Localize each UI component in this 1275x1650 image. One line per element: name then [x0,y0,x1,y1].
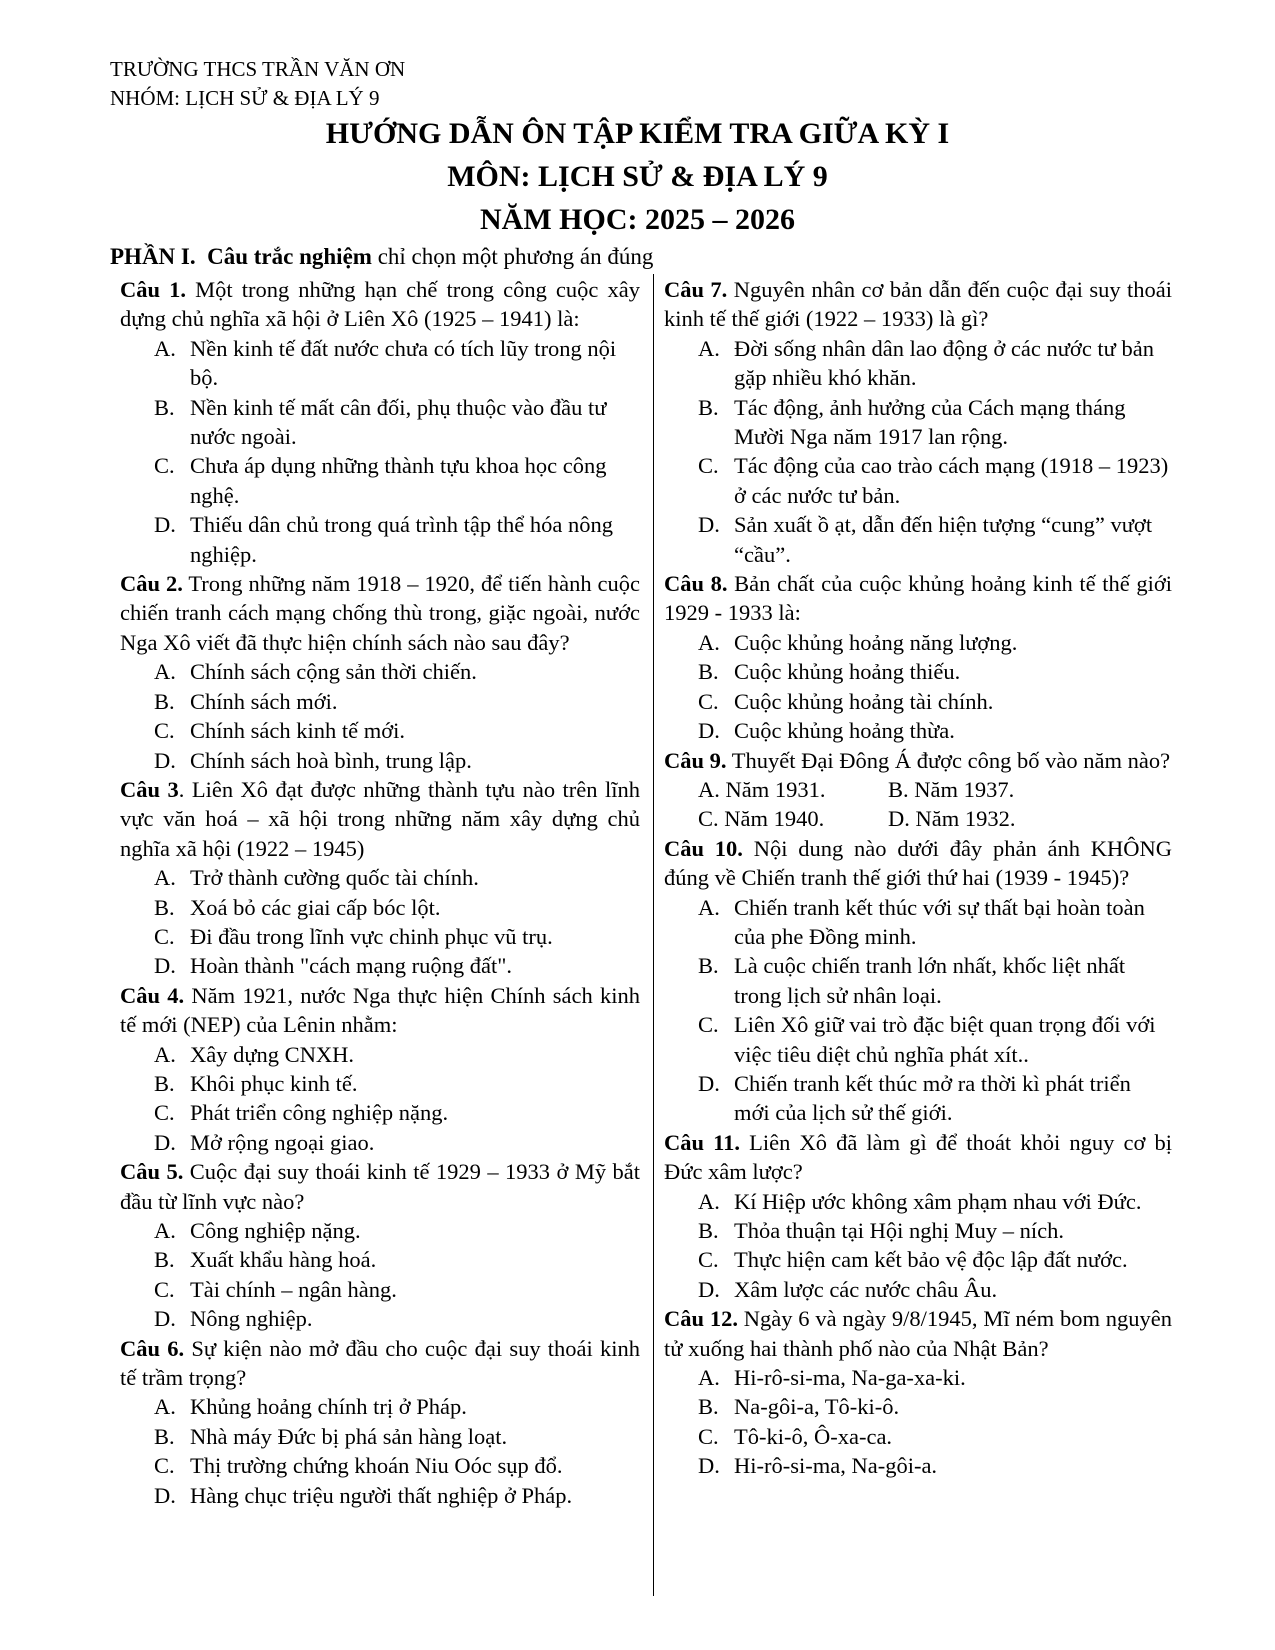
option-text: Cuộc khủng hoảng thừa. [734,718,955,744]
question-2 [120,569,640,775]
subject-group: NHÓM: LỊCH SỬ & ĐỊA LÝ 9 [110,86,380,110]
option-grid [664,775,1172,834]
option-b [664,393,1172,452]
option-letter: D. [698,1453,720,1479]
question-number: Câu 12. [664,1306,738,1332]
option-text: Cuộc khủng hoảng thiếu. [734,659,961,685]
option-letter: A. [154,1218,176,1243]
question-stem: Sự kiện nào mở đầu cho cuộc đại suy thoái kinh tế trầm trọng? [120,1335,640,1391]
option-d [120,951,640,980]
option-text: Đời sống nhân dân lao động ở các nước tư bản gặp nhiều khó khăn. [734,335,1154,391]
question-text [120,1334,640,1393]
option-letter: D. [698,512,720,538]
question-stem: Một trong những hạn chế trong công cuộc xây dựng chủ nghĩa xã hội ở Liên Xô (1925 – 1941) là: [120,277,640,332]
option-a [698,775,888,804]
option-c [120,1451,640,1480]
option-b [664,1392,1172,1421]
option-text: Tô-ki-ô, Ô-xa-ca. [734,1423,893,1449]
option-b [120,1422,640,1451]
question-number: Câu 4. [120,982,185,1008]
option-letter: C. [154,1100,175,1126]
option-letter: D. [888,806,910,832]
option-text: Chiến tranh kết thúc mở ra thời kì phát triển mới của lịch sử thế giới. [734,1070,1131,1126]
question-stem: . Liên Xô đạt được những thành tựu nào trên lĩnh vực văn hoá – xã hội trong những năm xây dựng chủ nghĩa xã hội (1922 – 1945) [120,776,641,861]
question-text [664,569,1172,628]
left-column [120,275,640,1510]
question-4 [120,981,640,1157]
option-letter: C. [154,1276,175,1302]
option-letter: D. [154,1129,176,1155]
option-text: Khủng hoảng chính trị ở Pháp. [190,1394,467,1420]
option-b [664,951,1172,1010]
option-letter: C. [154,718,175,744]
option-letter: D. [154,1482,176,1508]
question-text [120,1157,640,1216]
option-letter: C. [698,1012,719,1038]
option-b [664,657,1172,686]
question-number: Câu 8. [664,571,728,597]
option-text: Năm 1932. [915,806,1016,832]
option-letter: A. [698,776,720,802]
option-letter: B. [698,1218,719,1243]
question-8 [664,569,1172,745]
question-3 [120,775,640,981]
option-d [888,804,1172,833]
school-year-title: NĂM HỌC: 2025 – 2026 [480,203,795,236]
option-letter: B. [698,659,719,685]
option-text: Phát triển công nghiệp nặng. [190,1100,449,1126]
option-letter: B. [154,1423,175,1449]
option-text: Hoàn thành "cách mạng ruộng đất". [190,953,513,979]
option-b [120,393,640,452]
part-label: PHẦN I. [110,244,196,269]
option-a [120,1216,640,1245]
option-a [120,334,640,393]
option-a [120,863,640,892]
option-letter: B. [154,1070,175,1096]
option-letter: D. [698,1276,720,1302]
option-text: Thực hiện cam kết bảo vệ độc lập đất nước. [734,1247,1128,1273]
option-text: Nhà máy Đức bị phá sản hàng loạt. [190,1423,508,1449]
option-c [120,1275,640,1304]
option-c [698,804,888,833]
question-stem: Ngày 6 và ngày 9/8/1945, Mĩ ném bom nguyên tử xuống hai thành phố nào của Nhật Bản? [664,1306,1173,1361]
option-a [664,628,1172,657]
option-d [664,1275,1172,1304]
option-letter: A. [698,335,720,361]
option-text: Xoá bỏ các giai cấp bóc lột. [190,894,441,920]
option-c [664,1010,1172,1069]
question-number: Câu 5. [120,1159,184,1185]
option-letter: B. [154,688,175,714]
option-text: Xây dựng CNXH. [190,1041,355,1067]
question-number: Câu 2. [120,571,183,597]
option-text: Tác động, ảnh hưởng của Cách mạng tháng Mười Nga năm 1917 lan rộng. [734,394,1126,450]
option-c [664,687,1172,716]
option-b [120,893,640,922]
option-text: Chính sách hoà bình, trung lập. [190,747,472,773]
question-stem: Liên Xô đã làm gì để thoát khỏi nguy cơ bị Đức xâm lược? [664,1129,1172,1185]
question-stem: Nội dung nào dưới đây phản ánh KHÔNG đúng về Chiến tranh thế giới thứ hai (1939 - 1945)? [664,835,1172,891]
option-text: Chính sách cộng sản thời chiến. [190,659,477,685]
option-letter: C. [154,923,175,949]
option-text: Tác động của cao trào cách mạng (1918 – 1923) ở các nước tư bản. [734,453,1169,508]
option-letter: B. [888,776,909,802]
question-number: Câu 7. [664,277,728,302]
option-text: Trở thành cường quốc tài chính. [190,865,479,891]
question-number: Câu 10. [664,835,743,861]
option-b [120,1245,640,1274]
option-b [888,775,1172,804]
question-9 [664,746,1172,834]
option-b [120,1069,640,1098]
option-letter: D. [154,953,176,979]
part-heading [110,242,653,272]
option-letter: B. [698,953,719,979]
option-text: Hi-rô-si-ma, Na-ga-xa-ki. [734,1365,966,1391]
question-text [664,1304,1172,1363]
option-text: Hàng chục triệu người thất nghiệp ở Pháp. [190,1482,573,1508]
option-d [664,1069,1172,1128]
question-stem: Trong những năm 1918 – 1920, để tiến hành cuộc chiến tranh cách mạng chống thù trong, giặc ngoài, nước Nga Xô viết đã thực hiện chính sách nào sau đây? [120,571,640,655]
option-text: Năm 1940. [724,806,825,832]
option-text: Chưa áp dụng những thành tựu khoa học công nghệ. [190,453,607,508]
option-d [120,1128,640,1157]
option-text: Thỏa thuận tại Hội nghị Muy – ních. [734,1218,1064,1243]
option-text: Xâm lược các nước châu Âu. [734,1276,998,1302]
option-letter: B. [154,394,175,420]
option-text: Chính sách mới. [190,688,338,714]
question-6 [120,1334,640,1510]
option-text: Năm 1937. [914,776,1015,802]
question-stem: Cuộc đại suy thoái kinh tế 1929 – 1933 ở Mỹ bắt đầu từ lĩnh vực nào? [120,1159,641,1214]
question-11 [664,1128,1172,1304]
option-letter: C. [154,453,175,479]
option-text: Là cuộc chiến tranh lớn nhất, khốc liệt nhất trong lịch sử nhân loại. [734,953,1126,1008]
question-text [664,746,1172,775]
option-letter: B. [698,1394,719,1420]
question-stem: Thuyết Đại Đông Á được công bố vào năm nào? [726,747,1171,773]
option-a [120,657,640,686]
question-7 [664,275,1172,569]
option-letter: A. [698,629,720,655]
option-letter: C. [154,1453,175,1479]
option-text: Hi-rô-si-ma, Na-gôi-a. [734,1453,938,1479]
question-number: Câu 9. [664,747,727,773]
column-divider [653,274,654,1596]
option-text: Mở rộng ngoại giao. [190,1129,375,1155]
option-c [120,716,640,745]
part-bold-text: Câu trắc nghiệm [207,244,372,269]
question-number: Câu 1. [120,277,186,302]
school-name: TRƯỜNG THCS TRẦN VĂN ƠN [110,57,406,81]
option-c [120,451,640,510]
option-letter: D. [154,512,176,538]
option-text: Liên Xô giữ vai trò đặc biệt quan trọng đối với việc tiêu diệt chủ nghĩa phát xít.. [734,1012,1156,1067]
option-text: Chiến tranh kết thúc với sự thất bại hoàn toàn của phe Đồng minh. [734,894,1145,949]
option-text: Thị trường chứng khoán Niu Oóc sụp đổ. [190,1453,563,1479]
option-a [120,1392,640,1421]
option-text: Đi đầu trong lĩnh vực chinh phục vũ trụ. [190,923,553,949]
option-a [664,893,1172,952]
option-letter: A. [698,1188,720,1214]
option-c [664,451,1172,510]
option-a [664,1363,1172,1392]
question-stem: Nguyên nhân cơ bản dẫn đến cuộc đại suy thoái kinh tế thế giới (1922 – 1933) là gì? [664,277,1172,332]
option-text: Công nghiệp nặng. [190,1218,361,1243]
option-letter: B. [154,1247,175,1273]
option-letter: C. [698,1423,719,1449]
part-rest-text: chỉ chọn một phương án đúng [371,244,654,269]
option-d [120,746,640,775]
question-10 [664,834,1172,1128]
option-letter: B. [698,394,719,420]
option-d [664,1451,1172,1480]
option-letter: A. [154,1394,176,1420]
option-letter: C. [698,688,719,714]
question-text [120,775,640,863]
option-text: Thiếu dân chủ trong quá trình tập thể hóa nông nghiệp. [190,512,614,567]
option-text: Tài chính – ngân hàng. [190,1276,397,1302]
option-text: Năm 1931. [725,776,826,802]
option-text: Sản xuất ồ ạt, dẫn đến hiện tượng “cung” vượt “cầu”. [734,512,1153,567]
option-letter: C. [698,453,719,479]
option-text: Khôi phục kinh tế. [190,1070,358,1096]
option-text: Na-gôi-a, Tô-ki-ô. [734,1394,900,1420]
subject-title: MÔN: LỊCH SỬ & ĐỊA LÝ 9 [447,160,828,193]
question-number: Câu 3 [120,776,179,802]
option-letter: B. [154,894,175,920]
option-b [120,687,640,716]
option-a [664,334,1172,393]
option-letter: C. [698,1247,719,1273]
option-letter: A. [154,865,176,891]
option-c [120,1098,640,1127]
question-text [120,569,640,657]
option-text: Kí Hiệp ước không xâm phạm nhau với Đức. [734,1188,1142,1214]
option-d [664,510,1172,569]
question-number: Câu 11. [664,1129,741,1155]
option-letter: D. [698,718,720,744]
question-text [120,981,640,1040]
option-d [120,1304,640,1333]
option-letter: D. [698,1070,720,1096]
option-text: Chính sách kinh tế mới. [190,718,406,744]
question-12 [664,1304,1172,1480]
option-text: Nền kinh tế mất cân đối, phụ thuộc vào đầu tư nước ngoài. [190,394,607,450]
option-text: Cuộc khủng hoảng tài chính. [734,688,994,714]
option-d [120,1481,640,1510]
question-number: Câu 6. [120,1335,185,1361]
option-letter: D. [154,1306,176,1332]
option-letter: A. [154,1041,176,1067]
question-stem: Bản chất của cuộc khủng hoảng kinh tế thế giới 1929 - 1933 là: [664,571,1172,626]
option-text: Xuất khẩu hàng hoá. [190,1247,377,1273]
question-text [664,275,1172,334]
document-title: HƯỚNG DẪN ÔN TẬP KIỂM TRA GIỮA KỲ I [325,117,950,150]
option-a [120,1040,640,1069]
question-5 [120,1157,640,1333]
option-letter: C. [698,806,719,832]
option-letter: A. [698,1365,720,1391]
option-letter: A. [154,659,176,685]
option-text: Cuộc khủng hoảng năng lượng. [734,629,1018,655]
option-a [664,1187,1172,1216]
option-text: Nền kinh tế đất nước chưa có tích lũy trong nội bộ. [190,335,617,391]
option-letter: A. [698,894,720,920]
question-stem: Năm 1921, nước Nga thực hiện Chính sách kinh tế mới (NEP) của Lênin nhằm: [120,982,640,1038]
option-letter: D. [154,747,176,773]
question-text [664,1128,1172,1187]
question-text [664,834,1172,893]
option-c [664,1422,1172,1451]
option-b [664,1216,1172,1245]
option-d [120,510,640,569]
option-d [664,716,1172,745]
option-c [664,1245,1172,1274]
option-c [120,922,640,951]
question-1 [120,275,640,569]
option-letter: A. [154,335,176,361]
question-text [120,275,640,334]
right-column [664,275,1172,1481]
option-text: Nông nghiệp. [190,1306,313,1332]
